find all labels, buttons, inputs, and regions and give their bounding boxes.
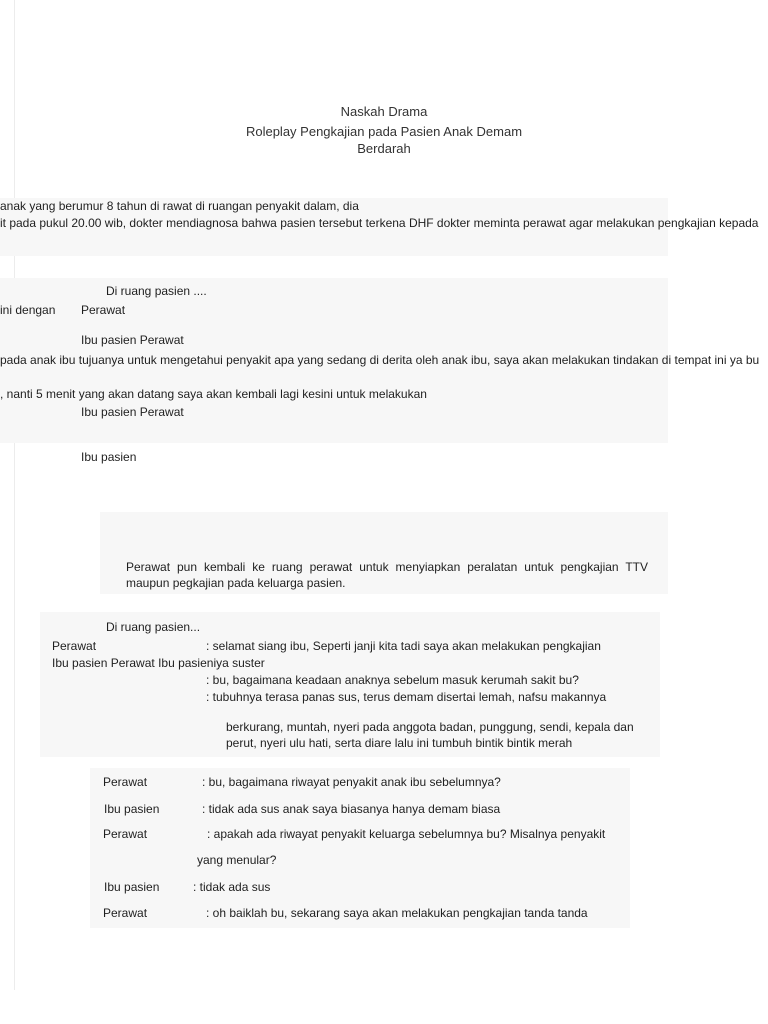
dialogue-line: : bu, bagaimana keadaan anaknya sebelum masuk kerumah sakit bu? [206, 673, 579, 687]
scan-shade [90, 768, 630, 928]
scene-heading: Di ruang pasien... [106, 620, 201, 634]
dialogue-line: berkurang, muntah, nyeri pada anggota badan, punggung, sendi, kepala dan [226, 720, 634, 734]
document-subtitle-cont: Berdarah [357, 141, 411, 156]
speaker-label: Ibu pasien Perawat [81, 405, 184, 419]
dialogue-line: , nanti 5 menit yang akan datang saya akan kembali lagi kesini untuk melakukan [0, 387, 427, 401]
speaker-label: Ibu pasien [104, 802, 160, 816]
speaker-label: Ibu pasien [104, 880, 160, 894]
dialogue-line: : tubuhnya terasa panas sus, terus demam disertai lemah, nafsu makannya [206, 690, 607, 704]
speaker-label: Perawat [103, 775, 148, 789]
dialogue-line: : oh baiklah bu, sekarang saya akan melakukan pengkajian tanda tanda [206, 906, 588, 920]
speaker-label: Ibu pasien Perawat [81, 333, 184, 347]
intro-line: it pada pukul 20.00 wib, dokter mendiagnosa bahwa pasien tersebut terkena DHF dokter meminta perawat agar melakukan pengkajian kepada [0, 216, 759, 230]
speaker-label: Perawat [103, 906, 148, 920]
dialogue-line: : bu, bagaimana riwayat penyakit anak ibu sebelumnya? [202, 775, 501, 789]
speaker-label: Perawat [103, 827, 148, 841]
speaker-label: Perawat [81, 303, 126, 317]
dialogue-line: perut, nyeri ulu hati, serta diare lalu ini tumbuh bintik bintik merah [226, 736, 573, 750]
dialogue-line: yang menular? [197, 853, 277, 867]
document-title: Naskah Drama [340, 104, 428, 119]
intro-line: anak yang berumur 8 tahun di rawat di ruangan penyakit dalam, dia [0, 199, 359, 213]
narration-paragraph: Perawat pun kembali ke ruang perawat untuk menyiapkan peralatan untuk pengkajian TTV maupun pegkajian pada keluarga pasien. [126, 560, 648, 590]
dialogue-fragment: ini dengan [0, 303, 56, 317]
dialogue-line: : selamat siang ibu, Seperti janji kita tadi saya akan melakukan pengkajian [206, 639, 601, 653]
dialogue-line: : tidak ada sus anak saya biasanya hanya demam biasa [202, 802, 501, 816]
dialogue-line: : tidak ada sus [193, 880, 271, 894]
speaker-label: Perawat [52, 639, 97, 653]
dialogue-line: : apakah ada riwayat penyakit keluarga sebelumnya bu? Misalnya penyakit [207, 827, 606, 841]
scene-heading: Di ruang pasien .... [106, 284, 207, 298]
speaker-label: Ibu pasien Perawat Ibu pasieniya suster [52, 656, 265, 670]
dialogue-line: pada anak ibu tujuanya untuk mengetahui penyakit apa yang sedang di derita oleh anak ibu, saya akan melakukan tindakan di tempat ini ya bu [0, 353, 760, 367]
document-subtitle: Roleplay Pengkajian pada Pasien Anak Demam [245, 124, 523, 139]
speaker-label: Ibu pasien [81, 450, 137, 464]
